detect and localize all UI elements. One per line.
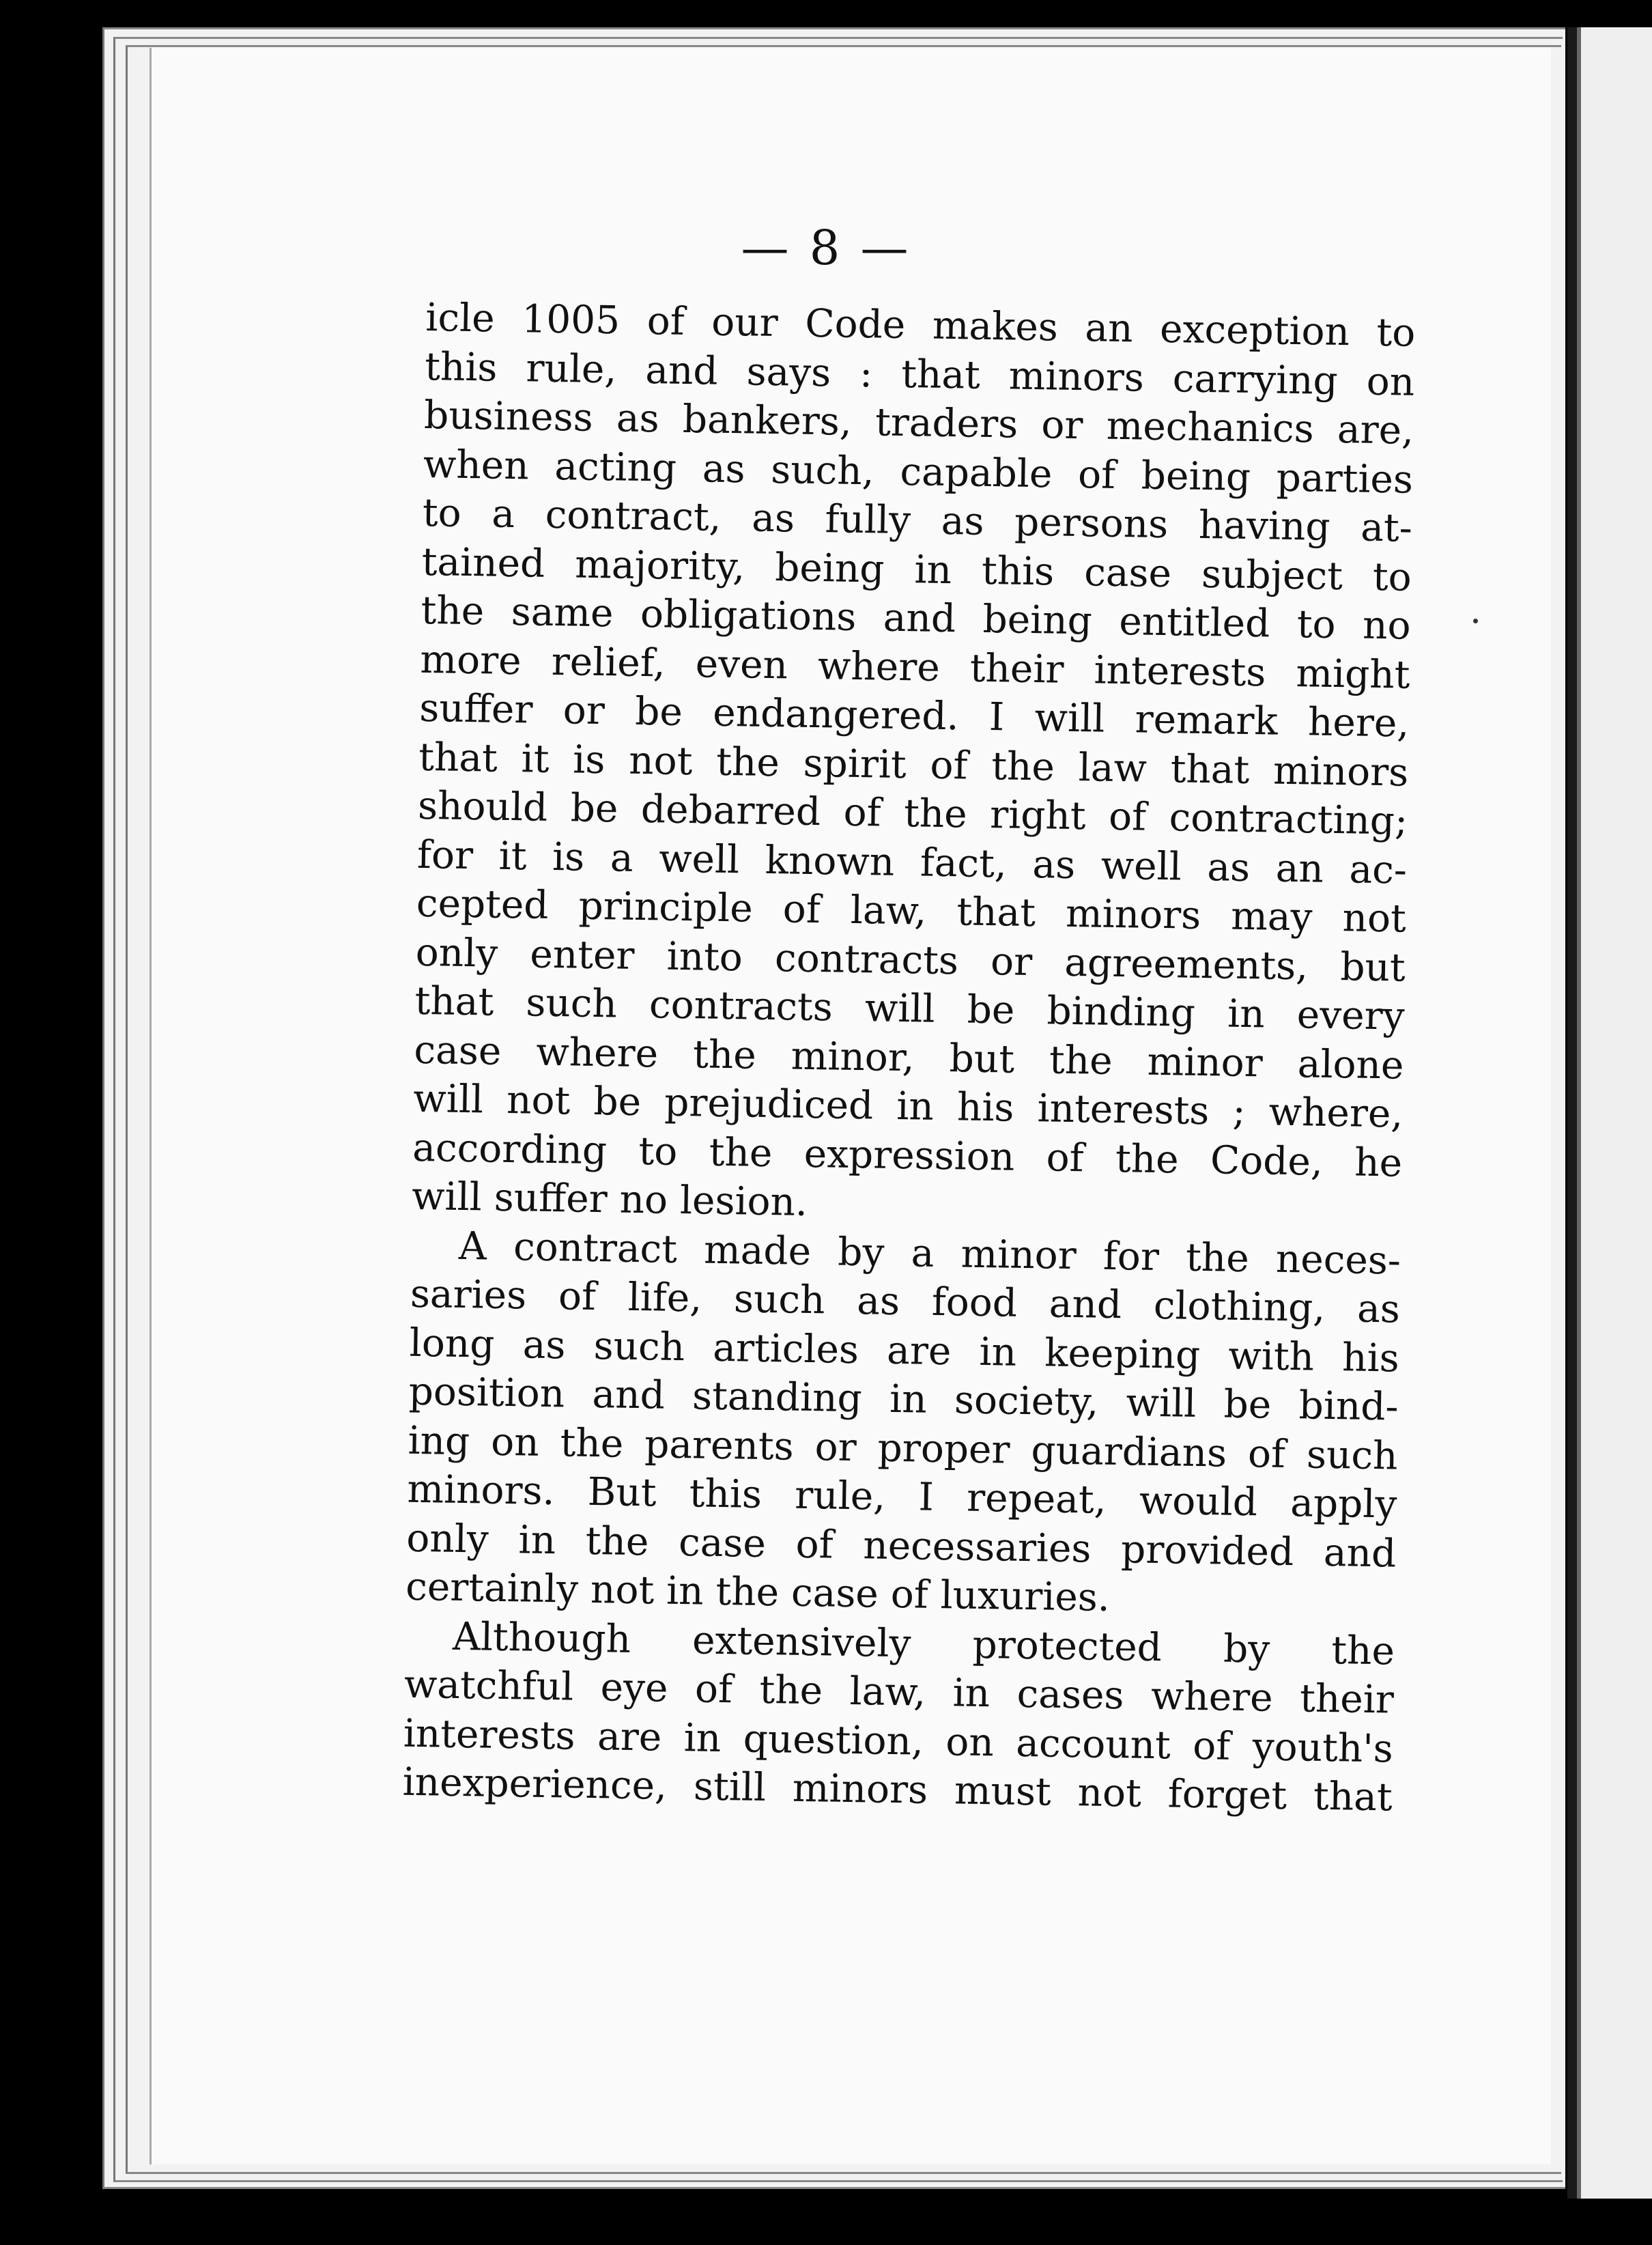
text-line: suffer or be endangered. I will remark here, <box>418 686 1410 746</box>
text-line: Although extensively protected by the <box>452 1614 1395 1674</box>
text-line: A contract made by a minor for the neces- <box>458 1224 1401 1284</box>
text-line: should be debarred of the right of contracting; <box>417 783 1408 844</box>
text-line: will not be prejudiced in his interests ; where, <box>412 1076 1404 1137</box>
text-line: position and standing in society, will be bind- <box>408 1369 1399 1430</box>
print-speck <box>1473 619 1478 623</box>
text-line: will suffer no lesion. <box>411 1174 808 1225</box>
text-line: only in the case of necessaries provided and <box>405 1516 1397 1577</box>
text-line: interests are in question, on account of youth's <box>403 1711 1394 1772</box>
text-line: for it is a well known fact, as well as an ac- <box>416 832 1408 893</box>
text-line: this rule, and says : that minors carrying on <box>424 344 1415 405</box>
text-line: certainly not in the case of luxuries. <box>405 1564 1111 1620</box>
text-line: ing on the parents or proper guardians of such <box>408 1418 1398 1479</box>
text-line: the same obligations and being entitled to no <box>421 588 1412 649</box>
text-line: more relief, even where their interests might <box>420 637 1410 698</box>
text-line: cepted principle of law, that minors may not <box>416 881 1407 942</box>
text-line: according to the expression of the Code, he <box>412 1125 1403 1186</box>
text-line: when acting as such, capable of being parties <box>423 442 1414 503</box>
text-line: business as bankers, traders or mechanics are, <box>423 393 1414 453</box>
text-line: long as such articles are in keeping with his <box>409 1321 1400 1381</box>
text-line: that such contracts will be binding in every <box>414 978 1406 1039</box>
text-line: to a contract, as fully as persons having at- <box>422 490 1413 551</box>
text-line: watchful eye of the law, in cases where their <box>403 1662 1395 1723</box>
text-line: saries of life, such as food and clothing, as <box>410 1271 1401 1332</box>
text-line: tained majority, being in this case subject to <box>421 539 1412 600</box>
facing-page-edge <box>1567 27 1652 2199</box>
text-line: inexperience, still minors must not forget that <box>402 1760 1393 1820</box>
text-line: case where the minor, but the minor alone <box>414 1028 1404 1088</box>
text-line: only enter into contracts or agreements, but <box>415 930 1406 991</box>
page-number: — 8 — <box>741 220 911 276</box>
text-line: minors. But this rule, I repeat, would apply <box>406 1467 1397 1527</box>
text-line: that it is not the spirit of the law that minors <box>418 735 1409 795</box>
body-text <box>402 294 1416 1822</box>
text-line: icle 1005 of our Code makes an exception to <box>425 295 1416 356</box>
